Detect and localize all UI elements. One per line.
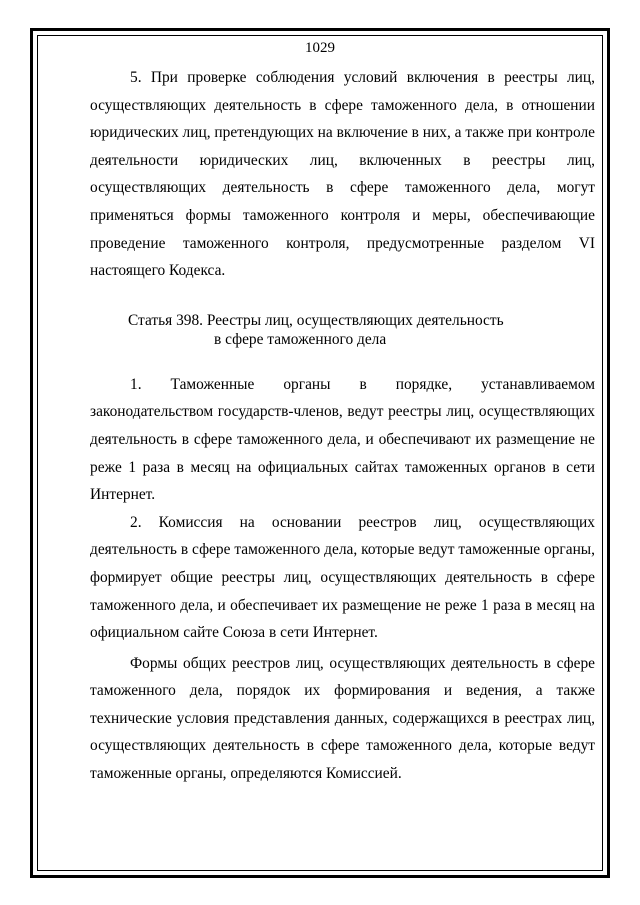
article-paragraph-2: 2. Комиссия на основании реестров лиц, осуществляющих деятельность в сфере таможенного дела, которые ведут таможенные органы, формирует общие реестры лиц, осуществляющих деятельность в сфере таможенного дела, и обеспечивает их размещение не реже 1 раза в месяц на официальном сайте Союза в сети Интернет. [90,513,595,642]
article-heading [90,311,568,349]
article-title-line2: в сфере таможенного дела [214,330,387,348]
document-body [90,64,595,788]
article-paragraph-3: Формы общих реестров лиц, осуществляющих деятельность в сфере таможенного дела, порядок их формирования и ведения, а также технические условия представления данных, содержащихся в реестрах лиц, осуществляющих деятельность в сфере таможенного дела, которые ведут таможенные органы, определяются Комиссией. [90,654,595,783]
article-paragraph-1: 1. Таможенные органы в порядке, устанавливаемом законодательством государств-членов, ведут реестры лиц, осуществляющих деятельность в сфере таможенного дела, и обеспечивают их размещение не реже 1 раза в месяц на официальных сайтах таможенных органов в сети Интернет. [90,375,595,504]
page-number: 1029 [305,40,335,56]
article-title-line1: Статья 398. Реестры лиц, осуществляющих деятельность [128,311,504,329]
paragraph-item-5: 5. При проверке соблюдения условий включения в реестры лиц, осуществляющих деятельность в сфере таможенного дела, в отношении юридических лиц, претендующих на включение в них, а также при контроле деятельности юридических лиц, включенных в реестры лиц, осуществляющих деятельность в сфере таможенного дела, могут применяться формы таможенного контроля и меры, обеспечивающие проведение таможенного контроля, предусмотренные разделом VI настоящего Кодекса. [90,69,595,280]
